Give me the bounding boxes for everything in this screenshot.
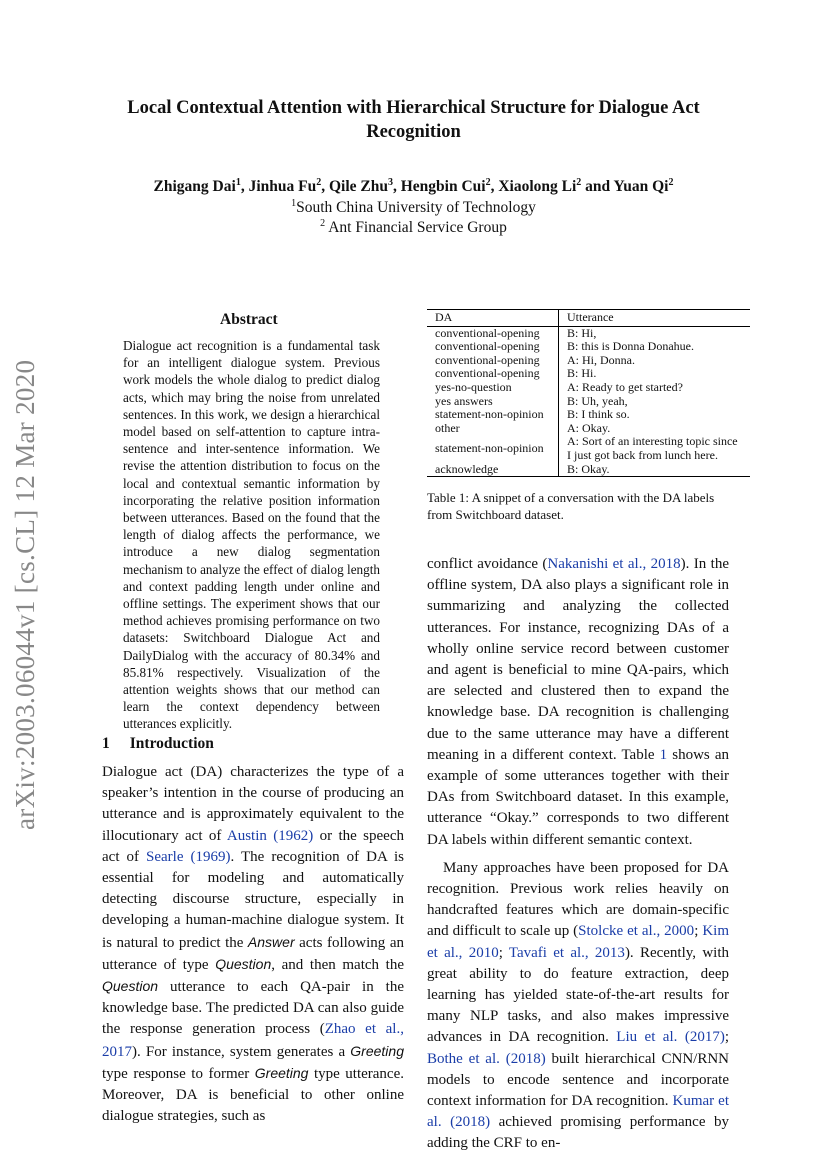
- da-label-cell: yes answers: [427, 395, 559, 409]
- citation-link[interactable]: Kumar et al. (2018): [427, 1093, 730, 1131]
- emphasis-term: Question: [102, 978, 159, 995]
- citation-link[interactable]: Liu et al. (2017): [616, 1029, 725, 1046]
- da-label-cell: conventional-opening: [427, 326, 559, 340]
- introduction-right-column: [427, 554, 729, 1155]
- text-run: ). For instance, system generates a: [132, 1043, 351, 1060]
- section-title: Introduction: [129, 735, 214, 752]
- table-header-utterance: Utterance: [559, 310, 751, 327]
- text-run: shows an example of some utterances together with their DAs from Switchboard dataset. In this example, utterance “Okay.” corresponds to two different DA labels within different semantic context.: [427, 746, 729, 848]
- affiliation-2: [90, 219, 737, 237]
- table-caption: Table 1: A snippet of a conversation with the DA labels from Switchboard dataset.: [427, 490, 715, 522]
- affiliation-name: South China University of Technology: [296, 199, 536, 216]
- table-row: [427, 408, 750, 422]
- intro-paragraph-2: [427, 554, 729, 851]
- section-number: 1: [102, 735, 110, 752]
- da-label-cell: acknowledge: [427, 463, 559, 477]
- table-row: [427, 326, 750, 340]
- text-run: . The recognition of DA is essential for modeling and automatically detecting discourse structure, especially in developing a human-machine dialogue system. It is natural to predict the: [102, 848, 405, 951]
- citation-link[interactable]: Stolcke et al., 2000: [578, 923, 695, 940]
- utterance-cell: B: I think so.: [567, 407, 630, 422]
- text-run: type response to former: [102, 1065, 255, 1082]
- table-row: [427, 367, 750, 381]
- table-row: [427, 435, 750, 462]
- text-run: ;: [498, 944, 509, 961]
- author-affiliation-mark: 2: [576, 176, 582, 188]
- author-name: Qile Zhu: [328, 178, 388, 195]
- affiliation-mark: 1: [291, 197, 297, 209]
- affiliation-name: Ant Financial Service Group: [325, 219, 507, 236]
- text-run: ;: [724, 1029, 729, 1046]
- utterance-cell: B: this is Donna Donahue.: [567, 339, 694, 354]
- utterance-cell: A: Ready to get started?: [567, 379, 683, 394]
- text-run: Many approaches have been proposed for DA recognition. Previous work relies heavily on handcrafted features which are domain-specific and difficult to scale up (: [427, 859, 729, 940]
- arxiv-stamp: arXiv:2003.06044v1 [cs.CL] 12 Mar 2020: [10, 359, 40, 830]
- citation-link[interactable]: Zhao et al., 2017: [102, 1021, 404, 1060]
- affiliation-mark: 2: [320, 217, 326, 229]
- text-run: , and then match the: [271, 956, 405, 973]
- citation-link[interactable]: Searle (1969): [146, 848, 231, 865]
- author-affiliation-mark: 2: [668, 176, 674, 188]
- author-list: Zhigang Dai$^1$, Jinhua Fu$^2$, Qile Zhu$^3$, Hengbin Cui$^2$, Xiaolong Li$^2$ and Yuan Qi$^2$: [153, 176, 674, 195]
- citation-link[interactable]: Kim et al., 2010: [427, 923, 729, 961]
- author-name: Xiaolong Li: [498, 178, 577, 195]
- da-label-cell: conventional-opening: [427, 354, 559, 368]
- text-run: acts following an utterance of type: [102, 934, 404, 973]
- da-label-cell: other: [427, 422, 559, 436]
- text-run: ). Recently, with great ability to do feature extraction, deep learning has yielded state-of-the-art results for many NLP tasks, and also makes impressive advances in DA recognition.: [427, 944, 729, 1046]
- da-label-cell: statement-non-opinion: [427, 435, 559, 462]
- da-label-cell: conventional-opening: [427, 367, 559, 381]
- paper-title: Local Contextual Attention with Hierarchical Structure for Dialogue Act Recognition: [127, 98, 700, 142]
- table-row: [427, 395, 750, 409]
- da-label-cell: conventional-opening: [427, 340, 559, 354]
- text-run: ;: [694, 923, 703, 940]
- author-name: Zhigang Dai: [153, 178, 236, 195]
- utterance-cell: A: Hi, Donna.: [567, 352, 635, 367]
- emphasis-term: Question: [215, 955, 272, 972]
- author-name: Hengbin Cui: [400, 178, 486, 195]
- abstract-heading: Abstract: [220, 311, 278, 328]
- table-row: [427, 354, 750, 368]
- citation-link[interactable]: Nakanishi et al., 2018: [547, 556, 681, 572]
- author-affiliation-mark: 3: [387, 176, 393, 188]
- abstract-text: Dialogue act recognition is a fundamental task for an intelligent dialogue system. Previous work models the whole dialog to predict dialog acts, which may bring the noise from unrelated sentences. In this work, we design a hierarchical model based on self-attention to capture intra-sentence and inter-sentence information. We revise the attention distribution to focus on the local and contextual semantic information by incorporating the relative position information between utterances. Based on the found that the length of dialog affects the performance, we introduce a new dialog segmentation mechanism to analyze the effect of dialog length and context padding length under online and offline settings. The experiment shows that our method achieves promising performance on two datasets: Switchboard Dialogue Act and DailyDialog with the accuracy of 80.34% and 85.81% respectively. Visualization of the attention weights shows that our method can learn the context dependency between utterances explicitly.: [123, 338, 380, 732]
- intro-paragraph-1: [102, 762, 404, 1127]
- affiliation-1: [90, 199, 737, 217]
- table-row: [427, 463, 750, 477]
- da-label-cell: yes-no-question: [427, 381, 559, 395]
- author-affiliation-mark: 2: [485, 176, 491, 188]
- abstract-body: [123, 337, 380, 733]
- table-header-row: [427, 310, 750, 327]
- author-affiliation-mark: 1: [235, 176, 241, 188]
- table-reference-link[interactable]: 1: [659, 746, 668, 763]
- utterance-cell: B: Hi.: [567, 366, 597, 381]
- da-label-cell: statement-non-opinion: [427, 408, 559, 422]
- intro-paragraph-3: [427, 858, 729, 1155]
- utterance-cell: B: Okay.: [559, 463, 751, 477]
- text-run: Dialogue act (DA) characterizes the type of a speaker’s intention in the course of producing an utterance and is approximately equivalent to the illocutionary act of: [102, 764, 404, 844]
- text-run: conflict avoidance (: [427, 556, 548, 572]
- citation-link[interactable]: Tavafi et al., 2013: [508, 944, 625, 961]
- table-header-da: DA: [427, 310, 559, 327]
- text-run: built hierarchical CNN/RNN models to encode sentence and incorporate context information for DA recognition.: [427, 1050, 729, 1110]
- text-run: utterance to each QA-pair in the knowledge base. The predicted DA can also guide the response generation process (: [102, 979, 404, 1038]
- text-run: achieved promising performance by adding the CRF to en-: [427, 1114, 729, 1152]
- citation-link[interactable]: Austin (1962): [226, 827, 314, 844]
- author-name: Jinhua Fu: [248, 178, 317, 195]
- citation-link[interactable]: Bothe et al. (2018): [427, 1050, 546, 1067]
- section-heading-introduction: [102, 735, 214, 753]
- emphasis-term: Greeting: [254, 1064, 309, 1081]
- utterance-cell: B: Uh, yeah,: [567, 393, 628, 408]
- table-row: [427, 422, 750, 436]
- utterance-cell: B: Hi,: [567, 325, 597, 340]
- table-row: [427, 340, 750, 354]
- emphasis-term: Answer: [247, 933, 295, 950]
- introduction-left-column: [102, 762, 404, 1127]
- da-table: [427, 309, 750, 477]
- text-run: ). In the offline system, DA also plays a significant role in summarizing and analyzing the collected utterances. For instance, recognizing DAs of a wholly online service record between customer and agent is beneficial to mine QA-pairs, which are selected and clustered then to expand the knowledge base. DA recognition is challenging due to the same utterance may have a different meaning in a different context. Table: [427, 556, 729, 763]
- emphasis-term: Greeting: [350, 1042, 404, 1059]
- text-run: or the speech act of: [102, 827, 404, 865]
- table-row: [427, 381, 750, 395]
- author-affiliation-mark: 2: [316, 176, 322, 188]
- author-name: Yuan Qi: [613, 178, 669, 195]
- utterance-cell: A: Sort of an interesting topic since I just got back from lunch here.: [567, 434, 738, 462]
- utterance-cell: A: Okay.: [567, 420, 611, 435]
- text-run: type utterance. Moreover, DA is beneficial to other online dialogue strategies, such as: [102, 1065, 404, 1125]
